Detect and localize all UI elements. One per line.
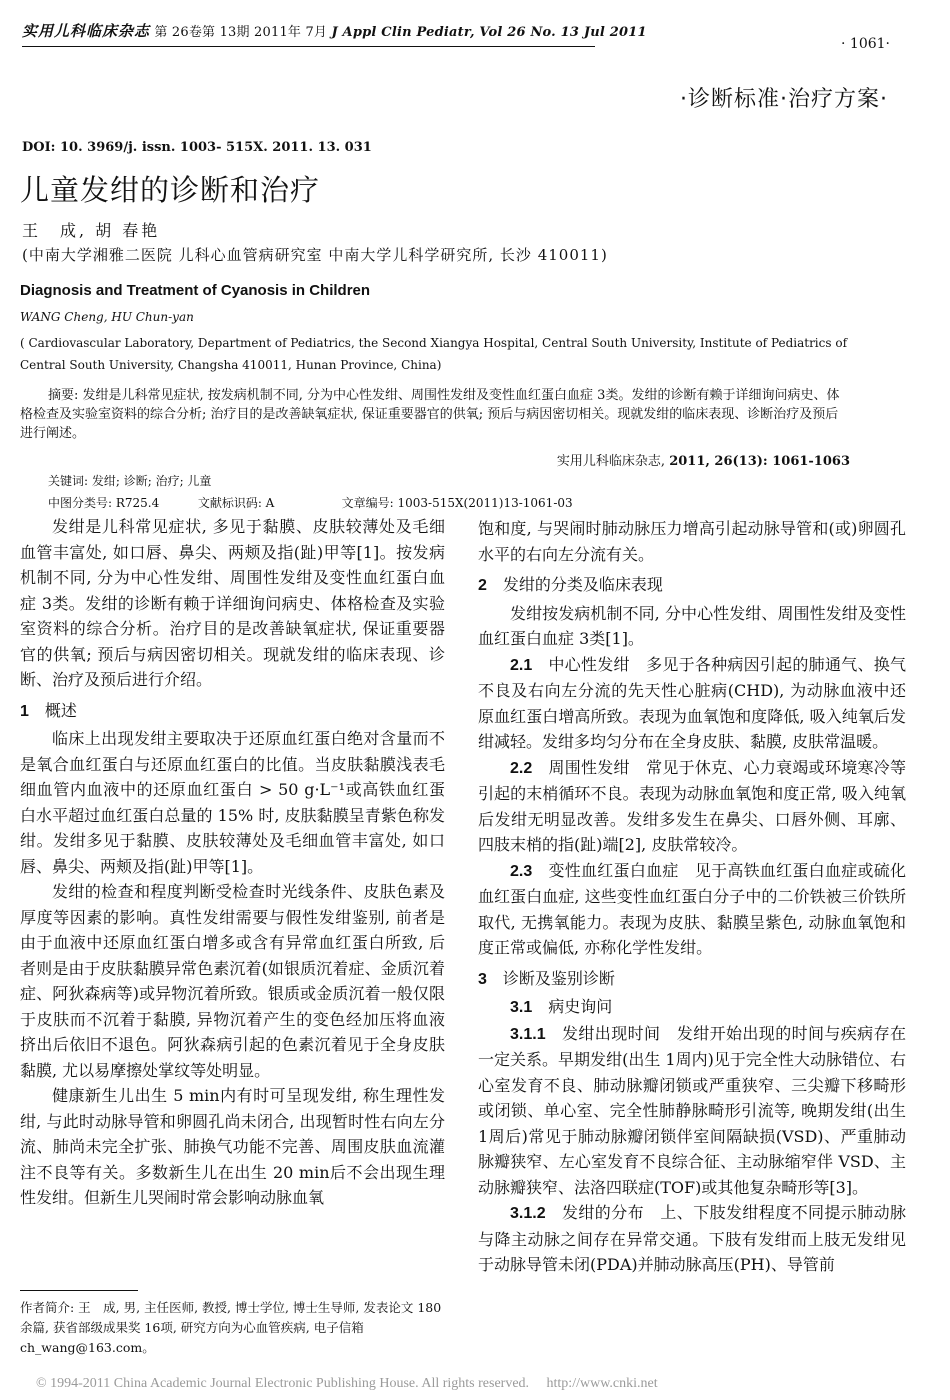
subsection-distribution [478,1200,906,1278]
article-title: 儿童发绀的诊断和治疗 [20,173,321,207]
heading-number: 2 [478,577,487,594]
subsection-number: 3.1.2 [510,1205,546,1222]
heading-number: 1 [20,702,29,720]
paragraph: 发绀按发病机制不同, 分中心性发绀、周围性发绀及变性血红蛋白血症 3类[1]。 [478,603,906,648]
article-number: 文章编号: 1003-515X(2011)13-1061-03 [341,496,573,510]
paragraph: 发绀的检查和程度判断受检查时光线条件、皮肤色素及厚度等因素的影响。真性发绀需要与假性发绀鉴别, 前者是由于血液中还原血红蛋白增多或含有异常血红蛋白所致, 后者则是由于皮肤黏膜异常色素沉着(如银质沉着症、金质沉着症、阿狄森病等)或异物沉着所致。银质或金质沉着一般仅限于皮肤而不沉着于黏膜, 异物沉着产生的变色经加压将血液挤出后依旧不退色。阿狄森病引起的色素沉着见于全身皮肤黏膜, 尤以易摩擦处掌纹等处明显。 [20,882,445,1080]
subsection-text: 周围性发绀 常见于休克、心力衰竭或环境寒冷等引起的末梢循环不良。表现为动脉血氧饱和度正常, 吸入纯氧后发绀无明显改善。发绀多发生在鼻尖、口唇外侧、耳廓、四肢末梢的指(趾)端[2], 皮肤常较冷。 [478,757,906,854]
english-affiliation: ( Cardiovascular Laboratory, Department of Pediatrics, the Second Xiangya Hospital, Central South University, Institute of Pediatrics of Central South University, Changsha 410011, Hunan Province, China) [20,336,848,372]
english-title: Diagnosis and Treatment of Cyanosis in Children [20,282,371,299]
author-footnote: 作者简介: 王 成, 男, 主任医师, 教授, 博士学位, 博士生导师, 发表论文 180余篇, 获省部级成果奖 16项, 研究方向为心血管疾病, 电子信箱 ch_wang@163.com。 [20,1300,442,1355]
right-column [478,516,906,1278]
clc-code: 中图分类号: R725.4 [48,496,160,510]
heading-text: 诊断及鉴别诊断 [502,968,615,988]
issue-en: J Appl Clin Pediatr, Vol 26 No. 13 Jul 2011 [331,25,647,40]
citation-journal: 实用儿科临床杂志, [556,454,666,469]
intro-paragraph: 发绀是儿科常见症状, 多见于黏膜、皮肤较薄处及毛细血管丰富处, 如口唇、鼻尖、两颊及指(趾)甲等[1]。按发病机制不同, 分为中心性发绀、周围性发绀及变性血红蛋白血症 3类。发绀的诊断有赖于详细询问病史、体格检查及实验室资料的综合分析。治疗目的是改善缺氧症状, 保证重要器官的供氧; 预后与病因密切相关。现就发绀的临床表现、诊断、治疗及预后进行介绍。 [20,517,445,689]
doi: DOI: 10. 3969/j. issn. 1003- 515X. 2011. 13. 031 [22,140,372,155]
classification [48,494,573,511]
issue-cn: 第 26卷第 13期 2011年 7月 [154,25,328,40]
subsection-text: 发绀的分布 上、下肢发绀程度不同提示肺动脉与降主动脉之间存在异常交通。下肢有发绀而上肢无发绀见于动脉导管未闭(PDA)并肺动脉高压(PH)、导管前 [478,1203,906,1274]
english-authors: WANG Cheng, HU Chun-yan [20,310,194,324]
subsection-methemoglobin [478,858,906,961]
copyright-watermark: © 1994-2011 China Academic Journal Electronic Publishing House. All rights reserved. http://www.cnki.net [36,1376,658,1391]
heading-text: 发绀的分类及临床表现 [502,575,663,594]
doc-code: 文献标识码: A [197,496,275,510]
subsection-number: 2.2 [510,759,533,777]
subsection-number: 2.1 [510,656,533,674]
citation-ref: 2011, 26(13): 1061-1063 [669,454,850,469]
paragraph: 饱和度, 与哭闹时肺动脉压力增高引起动脉导管和(或)卵圆孔水平的右向左分流有关。 [478,519,906,564]
subsection-text: 变性血红蛋白血症 见于高铁血红蛋白血症或硫化血红蛋白血症, 这些变性血红蛋白分子中的二价铁被三价铁所取代, 无携氧能力。表现为皮肤、黏膜呈紫色, 动脉血氧饱和度正常或偏低, 亦称化学性发绀。 [478,860,906,957]
abstract: 摘要: 发绀是儿科常见症状, 按发病机制不同, 分为中心性发绀、周围性发绀及变性血红蛋白血症 3类。发绀的诊断有赖于详细询问病史、体格检查及实验室资料的综合分析; 治疗目的是改善缺氧症状, 保证重要器官的供氧; 预后与病因密切相关。现就发绀的临床表现、诊断治疗及预后进行阐述。 [20,388,840,441]
heading-text: 概述 [44,700,77,720]
heading-overview [20,698,445,725]
keywords: 关键词: 发绀; 诊断; 治疗; 儿童 [48,474,212,488]
paragraph: 临床上出现发绀主要取决于还原血红蛋白绝对含量而不是氧合血红蛋白与还原血红蛋白的比值。当皮肤黏膜浅表毛细血管内血液中的还原血红蛋白 > 50 g·L⁻¹或高铁血红蛋白水平超过血红蛋白总量的 15% 时, 皮肤黏膜呈青紫色称发绀。发绀多见于黏膜、皮肤较薄处及毛细血管丰富处, 如口唇、鼻尖、两颊及指(趾)甲等[1]。 [20,729,445,876]
subsection-history [478,994,906,1021]
left-column [20,514,445,1211]
heading-number: 3 [478,970,487,988]
header-rule [22,46,595,47]
heading-diagnosis [478,966,906,993]
authors: 王 成, 胡 春艳 [22,221,161,240]
subsection-text: 中心性发绀 多见于各种病因引起的肺通气、换气不良及右向左分流的先天性心脏病(CHD), 为动脉血液中还原血红蛋白增高所致。表现为血氧饱和度降低, 吸入纯氧后发绀减轻。发绀多均匀分布在全身皮肤、黏膜, 皮肤常温暖。 [478,654,906,751]
paragraph: 健康新生儿出生 5 min内有时可呈现发绀, 称生理性发绀, 与此时动脉导管和卵圆孔尚未闭合, 出现暂时性右向左分流、肺尚未完全扩张、肺换气功能不完善、周围皮肤血流灌注不良等有关。多数新生儿在出生 20 min后不会出现生理性发绀。但新生儿哭闹时常会影响动脉血氧 [20,1086,445,1207]
affiliation: (中南大学湘雅二医院 儿科心血管病研究室 中南大学儿科学研究所, 长沙 410011) [22,246,608,264]
page-number: · 1061· [841,36,890,52]
citation [557,450,850,469]
journal-name: 实用儿科临床杂志 [22,22,151,40]
subsection-number: 3.1 [510,999,533,1016]
subsection-text: 病史询问 [548,997,613,1016]
running-header [22,20,647,41]
subsection-central [478,652,906,755]
section-label: ·诊断标准·治疗方案· [680,87,888,112]
heading-classification [478,572,906,599]
footnote-rule [20,1290,138,1291]
subsection-peripheral [478,755,906,858]
subsection-number: 3.1.1 [510,1025,546,1043]
subsection-number: 2.3 [510,862,533,880]
subsection-onset [478,1021,906,1201]
subsection-text: 发绀出现时间 发绀开始出现的时间与疾病存在一定关系。早期发绀(出生 1周内)见于完全性大动脉错位、右心室发育不良、肺动脉瓣闭锁或严重狭窄、三尖瓣下移畸形或闭锁、单心室、完全性肺静脉畸形引流等, 晚期发绀(出生 1周后)常见于肺动脉瓣闭锁伴室间隔缺损(VSD)、严重肺动脉瓣狭窄、左心室发育不良综合征、主动脉缩窄伴 VSD、主动脉瓣狭窄、法洛四联症(TOF)或其他复杂畸形等[3]。 [478,1023,906,1197]
